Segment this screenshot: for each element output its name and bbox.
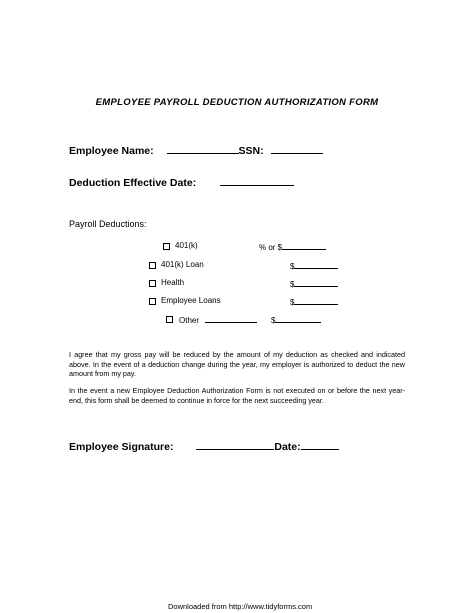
other-row xyxy=(179,314,257,325)
employee-name-field[interactable] xyxy=(167,144,239,154)
deduction-item-label: Other xyxy=(179,316,200,325)
amount-row-employee-loans xyxy=(290,296,338,307)
effective-date-label: Deduction Effective Date: xyxy=(69,177,197,189)
date-label: Date: xyxy=(274,441,301,453)
deduction-item-label: 401(k) xyxy=(175,241,198,250)
effective-date-field[interactable] xyxy=(220,176,294,186)
deduction-item-label: Health xyxy=(161,278,185,287)
effective-date-row xyxy=(69,176,294,189)
employee-loans-checkbox[interactable] xyxy=(149,298,156,305)
amount-row-other xyxy=(271,314,321,325)
deduction-item-label: Employee Loans xyxy=(161,296,221,305)
amount-row-health xyxy=(290,278,338,289)
signature-label: Employee Signature: xyxy=(69,441,174,453)
401k-checkbox[interactable] xyxy=(163,243,170,250)
continuation-paragraph: In the event a new Employee Deduction Authorization Form is not executed on or before the next year-end, this form shall be deemed to continue in force for the next succeeding year. xyxy=(69,386,405,405)
amount-prefix: $ xyxy=(290,280,295,289)
amount-field-employee-loans[interactable] xyxy=(294,296,338,305)
other-checkbox[interactable] xyxy=(166,316,173,323)
footer-text: Downloaded from http://www.tidyforms.com xyxy=(168,602,313,611)
health-checkbox[interactable] xyxy=(149,280,156,287)
amount-field-health[interactable] xyxy=(294,278,338,287)
amount-field-401k-loan[interactable] xyxy=(294,260,338,269)
amount-prefix: $ xyxy=(290,298,295,307)
form-title: EMPLOYEE PAYROLL DEDUCTION AUTHORIZATION FORM xyxy=(95,97,379,108)
amount-prefix: $ xyxy=(271,316,276,325)
amount-prefix: $ xyxy=(290,262,295,271)
deduction-item-label: 401(k) Loan xyxy=(161,260,204,269)
amount-prefix: % or $ xyxy=(259,243,283,252)
amount-field-other[interactable] xyxy=(275,314,321,323)
employee-name-label: Employee Name: xyxy=(69,145,154,157)
employee-name-row xyxy=(69,144,323,157)
signature-field[interactable] xyxy=(196,440,274,450)
401k-loan-checkbox[interactable] xyxy=(149,262,156,269)
amount-row-401k xyxy=(259,241,326,252)
ssn-field[interactable] xyxy=(271,144,323,154)
signature-row xyxy=(69,440,339,453)
amount-row-401k-loan xyxy=(290,260,338,271)
other-description-field[interactable] xyxy=(205,314,257,323)
agreement-paragraph: I agree that my gross pay will be reduced by the amount of my deduction as checked and indicated above. In the event of a deduction change during the year, my employer is authorized to deduct the new amount from my pay. xyxy=(69,350,405,379)
ssn-label: SSN: xyxy=(238,145,264,157)
payroll-deductions-label: Payroll Deductions: xyxy=(69,219,147,229)
date-field[interactable] xyxy=(301,440,339,450)
amount-field-401k[interactable] xyxy=(282,241,326,250)
